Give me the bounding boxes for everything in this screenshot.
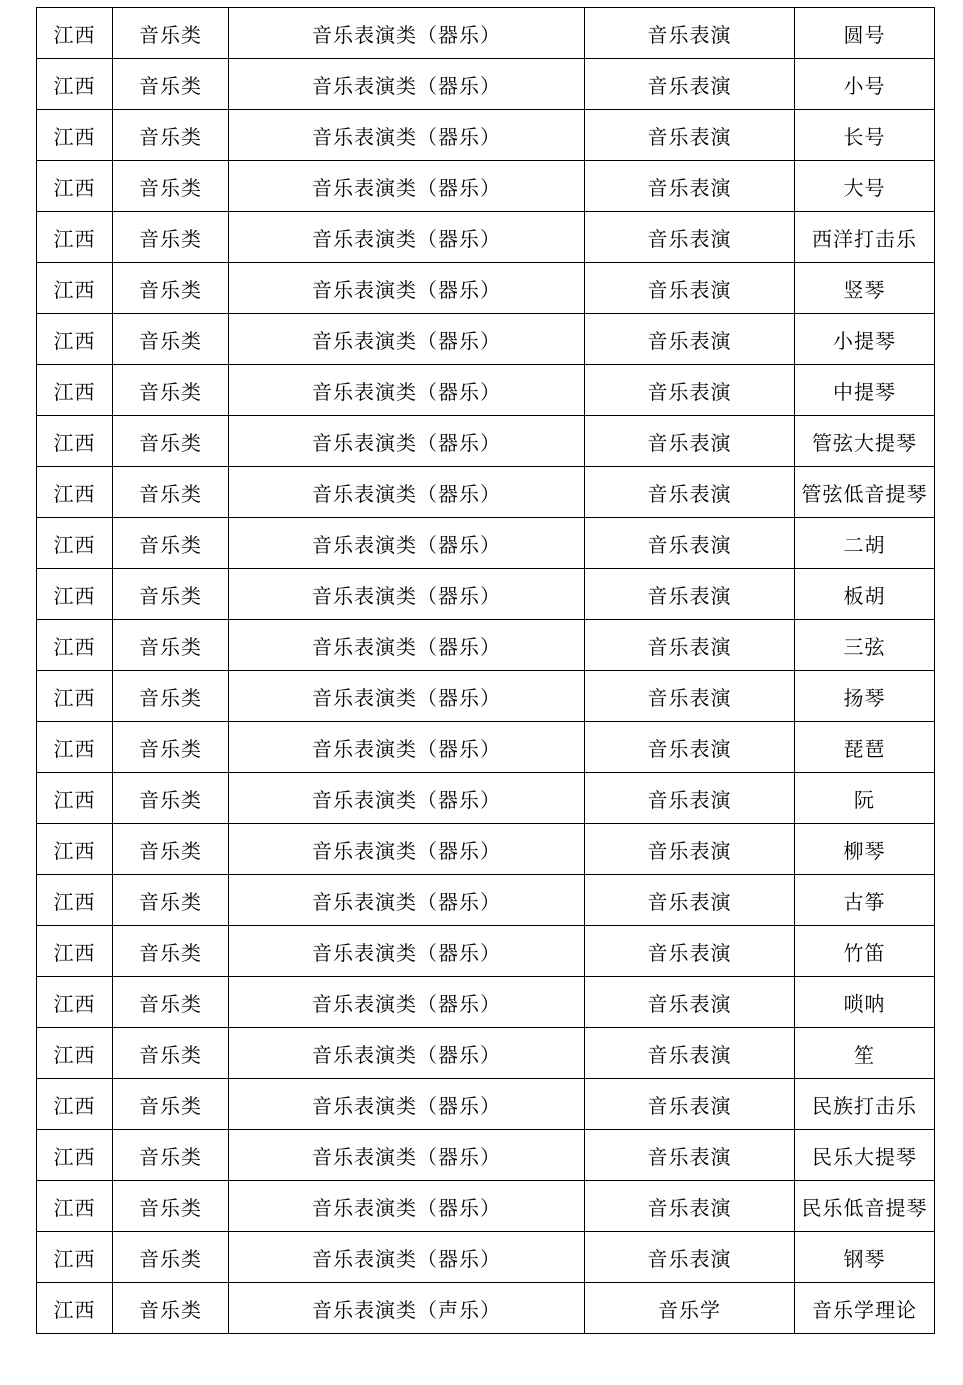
major-cell: 音乐表演 [585, 1028, 795, 1079]
category-cell: 音乐类 [113, 314, 229, 365]
instrument-cell: 板胡 [795, 569, 935, 620]
major-cell: 音乐表演 [585, 1232, 795, 1283]
subcategory-cell: 音乐表演类（器乐） [229, 365, 585, 416]
province-cell: 江西 [37, 1130, 113, 1181]
subcategory-cell: 音乐表演类（器乐） [229, 773, 585, 824]
province-cell: 江西 [37, 1232, 113, 1283]
table-row [37, 773, 935, 824]
table-row [37, 722, 935, 773]
category-cell: 音乐类 [113, 671, 229, 722]
province-cell: 江西 [37, 1079, 113, 1130]
table-row [37, 161, 935, 212]
province-cell: 江西 [37, 314, 113, 365]
major-cell: 音乐表演 [585, 212, 795, 263]
subcategory-cell: 音乐表演类（器乐） [229, 1232, 585, 1283]
table-body [37, 8, 935, 1334]
subcategory-cell: 音乐表演类（器乐） [229, 161, 585, 212]
table-row [37, 1079, 935, 1130]
category-cell: 音乐类 [113, 518, 229, 569]
category-cell: 音乐类 [113, 722, 229, 773]
subcategory-cell: 音乐表演类（器乐） [229, 263, 585, 314]
province-cell: 江西 [37, 212, 113, 263]
category-cell: 音乐类 [113, 1079, 229, 1130]
category-cell: 音乐类 [113, 1130, 229, 1181]
major-cell: 音乐表演 [585, 977, 795, 1028]
category-cell: 音乐类 [113, 1181, 229, 1232]
instrument-cell: 柳琴 [795, 824, 935, 875]
category-cell: 音乐类 [113, 8, 229, 59]
instrument-cell: 小提琴 [795, 314, 935, 365]
subcategory-cell: 音乐表演类（器乐） [229, 620, 585, 671]
category-cell: 音乐类 [113, 926, 229, 977]
instrument-cell: 古筝 [795, 875, 935, 926]
instrument-cell: 钢琴 [795, 1232, 935, 1283]
province-cell: 江西 [37, 722, 113, 773]
instrument-cell: 小号 [795, 59, 935, 110]
province-cell: 江西 [37, 824, 113, 875]
province-cell: 江西 [37, 110, 113, 161]
table-row [37, 824, 935, 875]
table-row [37, 926, 935, 977]
major-cell: 音乐表演 [585, 110, 795, 161]
major-cell: 音乐表演 [585, 59, 795, 110]
instrument-cell: 竖琴 [795, 263, 935, 314]
subcategory-cell: 音乐表演类（器乐） [229, 8, 585, 59]
major-cell: 音乐表演 [585, 263, 795, 314]
major-cell: 音乐表演 [585, 773, 795, 824]
category-cell: 音乐类 [113, 467, 229, 518]
instrument-cell: 二胡 [795, 518, 935, 569]
subcategory-cell: 音乐表演类（器乐） [229, 569, 585, 620]
instrument-cell: 笙 [795, 1028, 935, 1079]
instrument-cell: 唢呐 [795, 977, 935, 1028]
province-cell: 江西 [37, 263, 113, 314]
subcategory-cell: 音乐表演类（器乐） [229, 722, 585, 773]
major-cell: 音乐表演 [585, 8, 795, 59]
instrument-cell: 民乐大提琴 [795, 1130, 935, 1181]
province-cell: 江西 [37, 416, 113, 467]
subcategory-cell: 音乐表演类（器乐） [229, 1079, 585, 1130]
table-row [37, 518, 935, 569]
instrument-cell: 民族打击乐 [795, 1079, 935, 1130]
category-cell: 音乐类 [113, 773, 229, 824]
instrument-cell: 管弦低音提琴 [795, 467, 935, 518]
category-cell: 音乐类 [113, 263, 229, 314]
table-row [37, 212, 935, 263]
major-cell: 音乐表演 [585, 875, 795, 926]
province-cell: 江西 [37, 977, 113, 1028]
category-cell: 音乐类 [113, 212, 229, 263]
major-cell: 音乐表演 [585, 365, 795, 416]
subcategory-cell: 音乐表演类（器乐） [229, 875, 585, 926]
province-cell: 江西 [37, 1028, 113, 1079]
major-cell: 音乐表演 [585, 1130, 795, 1181]
subcategory-cell: 音乐表演类（器乐） [229, 1028, 585, 1079]
province-cell: 江西 [37, 161, 113, 212]
table-row [37, 671, 935, 722]
category-cell: 音乐类 [113, 569, 229, 620]
category-cell: 音乐类 [113, 620, 229, 671]
major-cell: 音乐表演 [585, 722, 795, 773]
subcategory-cell: 音乐表演类（器乐） [229, 926, 585, 977]
major-cell: 音乐学 [585, 1283, 795, 1334]
province-cell: 江西 [37, 926, 113, 977]
data-table [36, 7, 935, 1334]
major-cell: 音乐表演 [585, 824, 795, 875]
category-cell: 音乐类 [113, 1283, 229, 1334]
table-row [37, 977, 935, 1028]
instrument-cell: 扬琴 [795, 671, 935, 722]
instrument-cell: 音乐学理论 [795, 1283, 935, 1334]
instrument-cell: 民乐低音提琴 [795, 1181, 935, 1232]
province-cell: 江西 [37, 620, 113, 671]
major-cell: 音乐表演 [585, 161, 795, 212]
table-row [37, 263, 935, 314]
province-cell: 江西 [37, 773, 113, 824]
category-cell: 音乐类 [113, 977, 229, 1028]
province-cell: 江西 [37, 875, 113, 926]
table-row [37, 365, 935, 416]
table-row [37, 467, 935, 518]
table-row [37, 1028, 935, 1079]
province-cell: 江西 [37, 59, 113, 110]
major-cell: 音乐表演 [585, 671, 795, 722]
province-cell: 江西 [37, 518, 113, 569]
province-cell: 江西 [37, 1283, 113, 1334]
subcategory-cell: 音乐表演类（器乐） [229, 824, 585, 875]
subcategory-cell: 音乐表演类（器乐） [229, 416, 585, 467]
subcategory-cell: 音乐表演类（器乐） [229, 1181, 585, 1232]
major-cell: 音乐表演 [585, 314, 795, 365]
instrument-cell: 管弦大提琴 [795, 416, 935, 467]
major-cell: 音乐表演 [585, 1079, 795, 1130]
major-cell: 音乐表演 [585, 467, 795, 518]
table-row [37, 1181, 935, 1232]
table-row [37, 8, 935, 59]
instrument-cell: 阮 [795, 773, 935, 824]
instrument-cell: 琵琶 [795, 722, 935, 773]
province-cell: 江西 [37, 8, 113, 59]
instrument-cell: 中提琴 [795, 365, 935, 416]
subcategory-cell: 音乐表演类（器乐） [229, 977, 585, 1028]
category-cell: 音乐类 [113, 1028, 229, 1079]
province-cell: 江西 [37, 569, 113, 620]
table-row [37, 875, 935, 926]
table-row [37, 1130, 935, 1181]
instrument-cell: 长号 [795, 110, 935, 161]
table-row [37, 59, 935, 110]
subcategory-cell: 音乐表演类（声乐） [229, 1283, 585, 1334]
major-cell: 音乐表演 [585, 620, 795, 671]
major-cell: 音乐表演 [585, 569, 795, 620]
major-cell: 音乐表演 [585, 416, 795, 467]
table-row [37, 314, 935, 365]
instrument-cell: 圆号 [795, 8, 935, 59]
subcategory-cell: 音乐表演类（器乐） [229, 671, 585, 722]
category-cell: 音乐类 [113, 416, 229, 467]
instrument-cell: 大号 [795, 161, 935, 212]
subcategory-cell: 音乐表演类（器乐） [229, 59, 585, 110]
table-row [37, 1283, 935, 1334]
subcategory-cell: 音乐表演类（器乐） [229, 1130, 585, 1181]
table-row [37, 416, 935, 467]
category-cell: 音乐类 [113, 365, 229, 416]
major-cell: 音乐表演 [585, 926, 795, 977]
instrument-cell: 竹笛 [795, 926, 935, 977]
subcategory-cell: 音乐表演类（器乐） [229, 212, 585, 263]
table-row [37, 1232, 935, 1283]
category-cell: 音乐类 [113, 875, 229, 926]
major-cell: 音乐表演 [585, 1181, 795, 1232]
province-cell: 江西 [37, 671, 113, 722]
province-cell: 江西 [37, 1181, 113, 1232]
province-cell: 江西 [37, 467, 113, 518]
category-cell: 音乐类 [113, 161, 229, 212]
province-cell: 江西 [37, 365, 113, 416]
subcategory-cell: 音乐表演类（器乐） [229, 110, 585, 161]
subcategory-cell: 音乐表演类（器乐） [229, 314, 585, 365]
table-row [37, 620, 935, 671]
category-cell: 音乐类 [113, 1232, 229, 1283]
major-cell: 音乐表演 [585, 518, 795, 569]
subcategory-cell: 音乐表演类（器乐） [229, 467, 585, 518]
category-cell: 音乐类 [113, 110, 229, 161]
subcategory-cell: 音乐表演类（器乐） [229, 518, 585, 569]
instrument-cell: 三弦 [795, 620, 935, 671]
table-row [37, 110, 935, 161]
table-row [37, 569, 935, 620]
category-cell: 音乐类 [113, 824, 229, 875]
instrument-cell: 西洋打击乐 [795, 212, 935, 263]
category-cell: 音乐类 [113, 59, 229, 110]
